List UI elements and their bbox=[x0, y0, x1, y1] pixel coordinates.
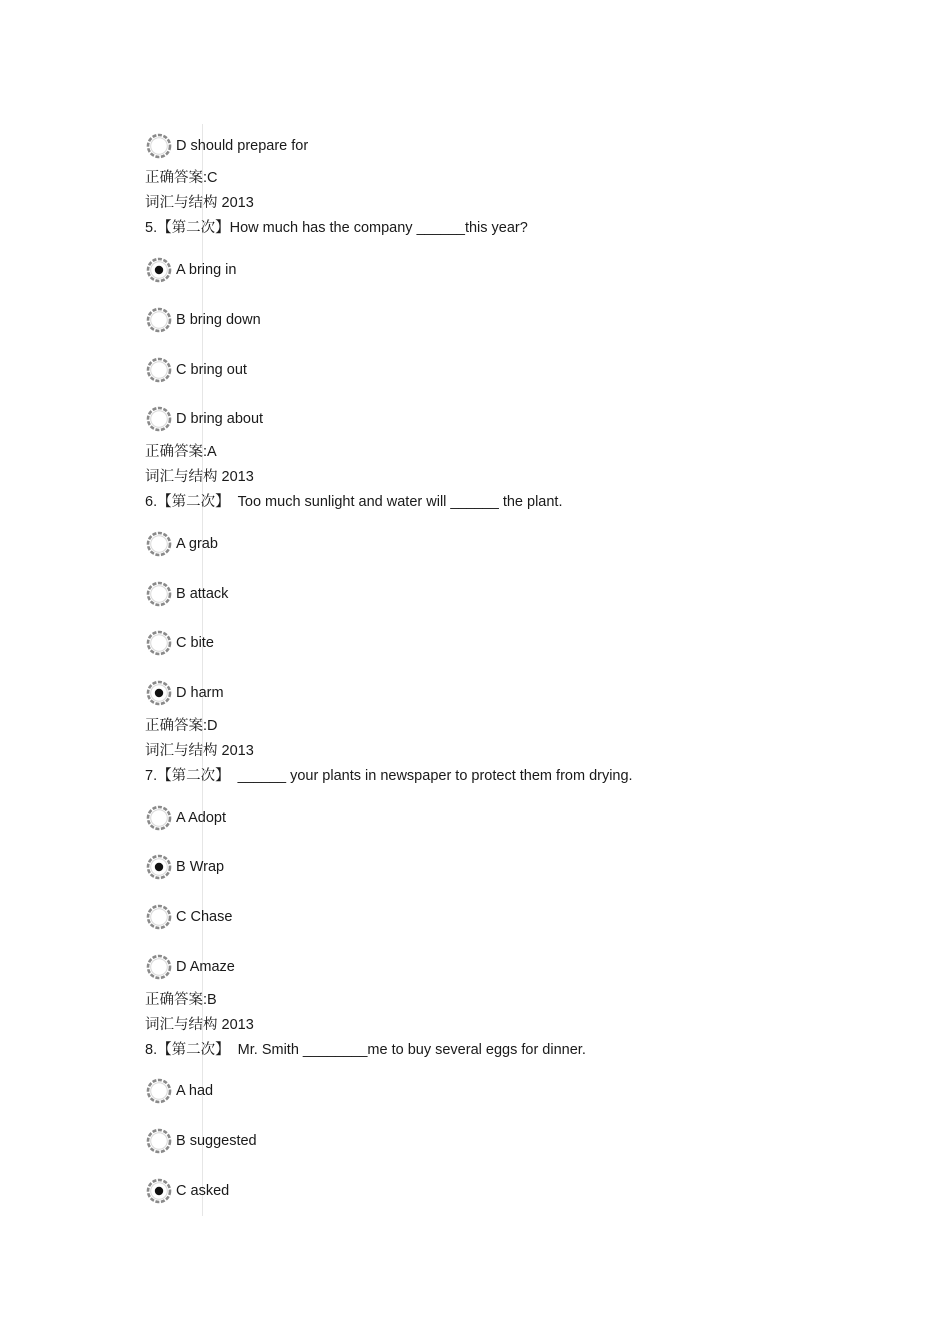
option-row[interactable] bbox=[145, 804, 226, 832]
option-row[interactable] bbox=[145, 356, 247, 384]
radio-button-icon[interactable] bbox=[145, 1127, 173, 1155]
radio-button-icon[interactable] bbox=[145, 804, 173, 832]
radio-button-icon[interactable] bbox=[145, 256, 173, 284]
option-label: C asked bbox=[176, 1183, 230, 1199]
option-row[interactable] bbox=[145, 530, 218, 558]
option-label: A grab bbox=[176, 536, 218, 552]
option-label: B Wrap bbox=[176, 859, 225, 875]
option-row[interactable] bbox=[145, 679, 224, 707]
correct-answer: 正确答案:D bbox=[145, 718, 218, 734]
correct-answer: 正确答案:C bbox=[145, 170, 218, 186]
option-row[interactable] bbox=[145, 405, 263, 433]
option-label: C bring out bbox=[176, 362, 247, 378]
option-row[interactable] bbox=[145, 903, 232, 931]
option-label: B suggested bbox=[176, 1133, 257, 1149]
option-label: A had bbox=[176, 1083, 214, 1099]
option-label: D Amaze bbox=[176, 959, 235, 975]
correct-answer: 正确答案:A bbox=[145, 444, 217, 460]
radio-button-icon[interactable] bbox=[145, 679, 173, 707]
option-label: C bite bbox=[176, 635, 214, 651]
option-label: B bring down bbox=[176, 312, 261, 328]
option-row[interactable] bbox=[145, 306, 261, 334]
radio-button-icon[interactable] bbox=[145, 132, 173, 160]
option-row[interactable] bbox=[145, 629, 214, 657]
option-label: D bring about bbox=[176, 411, 264, 427]
question-category: 词汇与结构 2013 bbox=[145, 743, 254, 759]
option-label: C Chase bbox=[176, 909, 233, 925]
radio-button-icon[interactable] bbox=[145, 580, 173, 608]
radio-button-icon[interactable] bbox=[145, 953, 173, 981]
radio-button-icon[interactable] bbox=[145, 306, 173, 334]
radio-button-icon[interactable] bbox=[145, 356, 173, 384]
question-stem: 7.【第二次】 ______ your plants in newspaper to protect them from drying. bbox=[145, 768, 633, 784]
radio-button-icon[interactable] bbox=[145, 530, 173, 558]
option-row[interactable] bbox=[145, 580, 228, 608]
question-category: 词汇与结构 2013 bbox=[145, 1017, 254, 1033]
correct-answer: 正确答案:B bbox=[145, 992, 217, 1008]
option-row[interactable] bbox=[145, 1127, 257, 1155]
option-row[interactable] bbox=[145, 1077, 213, 1105]
question-category: 词汇与结构 2013 bbox=[145, 195, 254, 211]
radio-button-icon[interactable] bbox=[145, 1077, 173, 1105]
radio-button-icon[interactable] bbox=[145, 405, 173, 433]
option-label: B attack bbox=[176, 586, 229, 602]
question-stem: 5.【第二次】How much has the company ______this year? bbox=[145, 220, 528, 236]
radio-button-icon[interactable] bbox=[145, 903, 173, 931]
option-row[interactable] bbox=[145, 1177, 229, 1205]
option-row[interactable] bbox=[145, 853, 224, 881]
option-label: A bring in bbox=[176, 262, 237, 278]
option-row[interactable] bbox=[145, 953, 235, 981]
radio-button-icon[interactable] bbox=[145, 853, 173, 881]
option-label: D should prepare for bbox=[176, 138, 309, 154]
option-label: A Adopt bbox=[176, 810, 226, 826]
option-row[interactable] bbox=[145, 256, 236, 284]
radio-button-icon[interactable] bbox=[145, 629, 173, 657]
question-stem: 6.【第二次】 Too much sunlight and water will ______ the plant. bbox=[145, 494, 563, 510]
question-stem: 8.【第二次】 Mr. Smith ________me to buy several eggs for dinner. bbox=[145, 1042, 586, 1058]
option-label: D harm bbox=[176, 685, 224, 701]
radio-button-icon[interactable] bbox=[145, 1177, 173, 1205]
question-category: 词汇与结构 2013 bbox=[145, 469, 254, 485]
option-row[interactable] bbox=[145, 132, 308, 160]
